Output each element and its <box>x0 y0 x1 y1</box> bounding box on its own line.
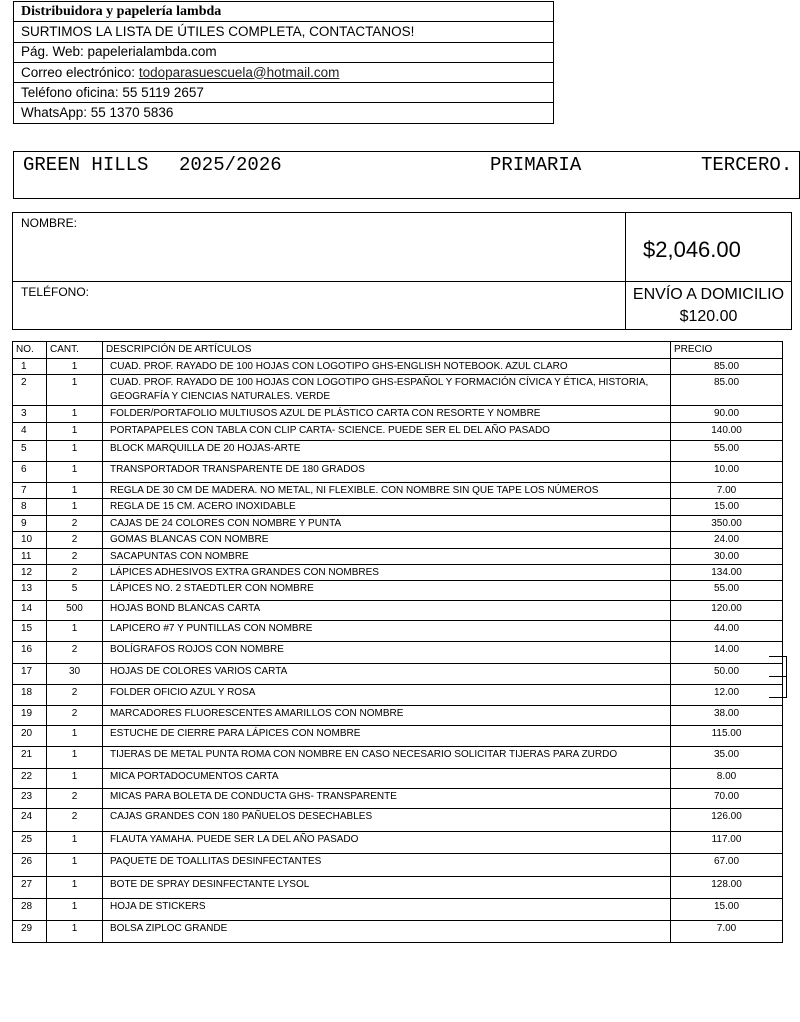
item-quantity: 1 <box>47 899 103 921</box>
item-description: MICAS PARA BOLETA DE CONDUCTA GHS- TRANSPARENTE <box>103 789 671 809</box>
table-row <box>13 601 783 621</box>
table-row <box>13 581 783 601</box>
table-row <box>13 706 783 726</box>
item-price: 15.00 <box>671 499 783 516</box>
tagline: SURTIMOS LA LISTA DE ÚTILES COMPLETA, CONTACTANOS! <box>14 22 554 42</box>
item-number: 16 <box>13 642 47 664</box>
item-description: LAPICERO #7 Y PUNTILLAS CON NOMBRE <box>103 621 671 642</box>
item-price: 117.00 <box>671 832 783 854</box>
item-description: TIJERAS DE METAL PUNTA ROMA CON NOMBRE EN CASO NECESARIO SOLICITAR TIJERAS PARA ZURDO <box>103 747 671 769</box>
item-number: 3 <box>13 406 47 423</box>
table-row <box>13 877 783 899</box>
table-row <box>13 483 783 499</box>
item-price: 134.00 <box>671 565 783 581</box>
name-label: NOMBRE: <box>21 216 78 230</box>
item-number: 2 <box>13 375 47 406</box>
item-number: 7 <box>13 483 47 499</box>
item-price: 126.00 <box>671 809 783 832</box>
item-description: FLAUTA YAMAHA. PUEDE SER LA DEL AÑO PASADO <box>103 832 671 854</box>
table-row <box>13 769 783 789</box>
item-quantity: 1 <box>47 921 103 943</box>
item-description: PAQUETE DE TOALLITAS DESINFECTANTES <box>103 854 671 877</box>
table-row <box>13 516 783 532</box>
item-number: 17 <box>13 664 47 685</box>
item-description: BOLÍGRAFOS ROJOS CON NOMBRE <box>103 642 671 664</box>
item-quantity: 2 <box>47 532 103 549</box>
table-row <box>13 685 783 706</box>
item-description: MICA PORTADOCUMENTOS CARTA <box>103 769 671 789</box>
shipping-cell <box>626 282 792 330</box>
col-qty: CANT. <box>47 342 103 359</box>
table-row <box>13 726 783 747</box>
customer-box <box>12 212 792 330</box>
item-number: 22 <box>13 769 47 789</box>
school-grade: TERCERO. <box>701 154 793 176</box>
company-name: Distribuidora y papelería lambda <box>14 2 554 22</box>
item-price: 115.00 <box>671 726 783 747</box>
item-price: 12.00 <box>671 685 783 706</box>
item-description: CUAD. PROF. RAYADO DE 100 HOJAS CON LOGOTIPO GHS-ESPAÑOL Y FORMACIÓN CÍVICA Y ÉTICA, HISTORIA, GEOGRAFÍA Y CIENCIAS NATURALES. VERDE <box>103 375 671 406</box>
table-row <box>13 621 783 642</box>
item-number: 5 <box>13 441 47 462</box>
office-phone: Teléfono oficina: 55 5119 2657 <box>14 83 554 103</box>
item-quantity: 1 <box>47 406 103 423</box>
item-description: MARCADORES FLUORESCENTES AMARILLOS CON NOMBRE <box>103 706 671 726</box>
item-price: 67.00 <box>671 854 783 877</box>
item-number: 11 <box>13 549 47 565</box>
table-row <box>13 832 783 854</box>
shipping-cost: $120.00 <box>679 308 738 325</box>
school-level: PRIMARIA <box>490 154 582 176</box>
total-price: $2,046.00 <box>626 213 792 282</box>
item-price: 70.00 <box>671 789 783 809</box>
table-row <box>13 549 783 565</box>
item-description: TRANSPORTADOR TRANSPARENTE DE 180 GRADOS <box>103 462 671 483</box>
table-row <box>13 423 783 441</box>
item-quantity: 30 <box>47 664 103 685</box>
shipping-label: ENVÍO A DOMICILIO <box>632 286 785 303</box>
items-table <box>12 341 783 943</box>
item-quantity: 1 <box>47 854 103 877</box>
email-link[interactable]: todoparasuescuela@hotmail.com <box>138 64 340 80</box>
item-number: 15 <box>13 621 47 642</box>
item-number: 19 <box>13 706 47 726</box>
table-row <box>13 406 783 423</box>
item-quantity: 2 <box>47 685 103 706</box>
item-price: 55.00 <box>671 441 783 462</box>
table-row <box>13 441 783 462</box>
item-number: 4 <box>13 423 47 441</box>
item-quantity: 1 <box>47 441 103 462</box>
table-stray-border <box>769 656 787 698</box>
item-quantity: 1 <box>47 462 103 483</box>
item-description: BOTE DE SPRAY DESINFECTANTE LYSOL <box>103 877 671 899</box>
item-price: 30.00 <box>671 549 783 565</box>
item-quantity: 500 <box>47 601 103 621</box>
item-number: 27 <box>13 877 47 899</box>
item-price: 128.00 <box>671 877 783 899</box>
school-year: 2025/2026 <box>179 154 282 176</box>
table-row <box>13 532 783 549</box>
item-description: CAJAS GRANDES CON 180 PAÑUELOS DESECHABLES <box>103 809 671 832</box>
item-price: 35.00 <box>671 747 783 769</box>
whatsapp: WhatsApp: 55 1370 5836 <box>14 103 554 123</box>
item-number: 28 <box>13 899 47 921</box>
item-price: 10.00 <box>671 462 783 483</box>
item-price: 8.00 <box>671 769 783 789</box>
table-row <box>13 642 783 664</box>
item-number: 9 <box>13 516 47 532</box>
email-label: Correo electrónico: <box>21 64 139 80</box>
item-quantity: 1 <box>47 483 103 499</box>
item-quantity: 1 <box>47 769 103 789</box>
item-price: 350.00 <box>671 516 783 532</box>
item-quantity: 2 <box>47 565 103 581</box>
item-description: REGLA DE 15 CM. ACERO INOXIDABLE <box>103 499 671 516</box>
col-no: NO. <box>13 342 47 359</box>
item-description: REGLA DE 30 CM DE MADERA. NO METAL, NI FLEXIBLE. CON NOMBRE SIN QUE TAPE LOS NÚMEROS <box>103 483 671 499</box>
table-row <box>13 565 783 581</box>
table-row <box>13 375 783 406</box>
item-price: 38.00 <box>671 706 783 726</box>
item-price: 85.00 <box>671 375 783 406</box>
item-price: 90.00 <box>671 406 783 423</box>
item-number: 24 <box>13 809 47 832</box>
table-row <box>13 854 783 877</box>
item-quantity: 1 <box>47 747 103 769</box>
item-price: 55.00 <box>671 581 783 601</box>
name-field[interactable] <box>13 213 626 282</box>
table-row <box>13 359 783 375</box>
phone-field[interactable] <box>13 282 626 330</box>
item-description: HOJAS DE COLORES VARIOS CARTA <box>103 664 671 685</box>
item-price: 7.00 <box>671 483 783 499</box>
item-quantity: 2 <box>47 642 103 664</box>
item-description: GOMAS BLANCAS CON NOMBRE <box>103 532 671 549</box>
item-number: 20 <box>13 726 47 747</box>
item-number: 29 <box>13 921 47 943</box>
item-number: 14 <box>13 601 47 621</box>
item-price: 24.00 <box>671 532 783 549</box>
item-quantity: 1 <box>47 877 103 899</box>
item-number: 26 <box>13 854 47 877</box>
item-description: HOJAS BOND BLANCAS CARTA <box>103 601 671 621</box>
col-desc: DESCRIPCIÓN DE ARTÍCULOS <box>103 342 671 359</box>
item-quantity: 1 <box>47 832 103 854</box>
table-header <box>13 342 783 359</box>
item-quantity: 2 <box>47 516 103 532</box>
item-quantity: 1 <box>47 359 103 375</box>
table-row <box>13 499 783 516</box>
table-row <box>13 747 783 769</box>
table-row <box>13 789 783 809</box>
item-number: 25 <box>13 832 47 854</box>
item-description: ESTUCHE DE CIERRE PARA LÁPICES CON NOMBRE <box>103 726 671 747</box>
table-row <box>13 462 783 483</box>
item-quantity: 5 <box>47 581 103 601</box>
item-quantity: 1 <box>47 423 103 441</box>
item-description: FOLDER OFICIO AZUL Y ROSA <box>103 685 671 706</box>
item-quantity: 2 <box>47 789 103 809</box>
item-number: 8 <box>13 499 47 516</box>
item-number: 1 <box>13 359 47 375</box>
table-row <box>13 809 783 832</box>
item-description: LÁPICES NO. 2 STAEDTLER CON NOMBRE <box>103 581 671 601</box>
table-row <box>13 921 783 943</box>
item-price: 50.00 <box>671 664 783 685</box>
item-number: 6 <box>13 462 47 483</box>
item-description: PORTAPAPELES CON TABLA CON CLIP CARTA- SCIENCE. PUEDE SER EL DEL AÑO PASADO <box>103 423 671 441</box>
item-number: 10 <box>13 532 47 549</box>
item-price: 85.00 <box>671 359 783 375</box>
email-row <box>14 62 554 82</box>
item-number: 21 <box>13 747 47 769</box>
item-price: 14.00 <box>671 642 783 664</box>
website: Pág. Web: papelerialambda.com <box>14 42 554 62</box>
item-quantity: 1 <box>47 726 103 747</box>
store-info-box <box>13 1 554 124</box>
table-row <box>13 664 783 685</box>
item-price: 120.00 <box>671 601 783 621</box>
item-description: LÁPICES ADHESIVOS EXTRA GRANDES CON NOMBRES <box>103 565 671 581</box>
item-description: FOLDER/PORTAFOLIO MULTIUSOS AZUL DE PLÁSTICO CARTA CON RESORTE Y NOMBRE <box>103 406 671 423</box>
item-quantity: 1 <box>47 375 103 406</box>
item-quantity: 2 <box>47 706 103 726</box>
school-banner <box>13 151 800 199</box>
item-number: 23 <box>13 789 47 809</box>
table-stray-line <box>769 676 787 677</box>
item-description: SACAPUNTAS CON NOMBRE <box>103 549 671 565</box>
item-number: 18 <box>13 685 47 706</box>
item-description: CUAD. PROF. RAYADO DE 100 HOJAS CON LOGOTIPO GHS-ENGLISH NOTEBOOK. AZUL CLARO <box>103 359 671 375</box>
item-quantity: 2 <box>47 549 103 565</box>
item-description: BLOCK MARQUILLA DE 20 HOJAS-ARTE <box>103 441 671 462</box>
item-description: HOJA DE STICKERS <box>103 899 671 921</box>
item-number: 12 <box>13 565 47 581</box>
item-price: 7.00 <box>671 921 783 943</box>
item-description: CAJAS DE 24 COLORES CON NOMBRE Y PUNTA <box>103 516 671 532</box>
item-price: 15.00 <box>671 899 783 921</box>
col-price: PRECIO <box>671 342 783 359</box>
school-name: GREEN HILLS <box>23 154 149 176</box>
item-description: BOLSA ZIPLOC GRANDE <box>103 921 671 943</box>
item-price: 44.00 <box>671 621 783 642</box>
item-number: 13 <box>13 581 47 601</box>
item-price: 140.00 <box>671 423 783 441</box>
table-row <box>13 899 783 921</box>
item-quantity: 2 <box>47 809 103 832</box>
item-quantity: 1 <box>47 499 103 516</box>
phone-label: TELÉFONO: <box>21 285 90 299</box>
item-quantity: 1 <box>47 621 103 642</box>
